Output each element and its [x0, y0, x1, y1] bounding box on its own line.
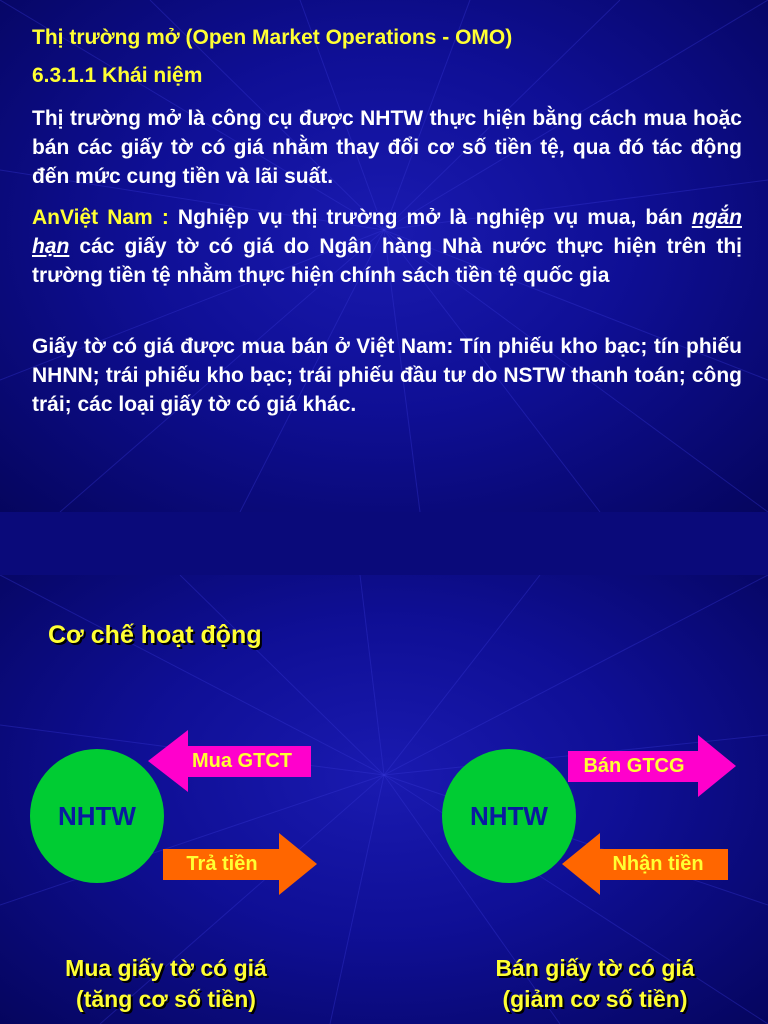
- section-heading: 6.3.1.1 Khái niệm: [32, 64, 203, 87]
- central-bank-circle-left: NHTW: [30, 749, 164, 883]
- definition-paragraph: Thị trường mở là công cụ được NHTW thực hiện bằng cách mua hoặc bán các giấy tờ có giá nhằm thay đổi cơ số tiền tệ, qua đó tác động đến mức cung tiền và lãi suất.: [32, 107, 742, 188]
- label-pay-money: Trả tiền: [186, 853, 258, 875]
- slide-title: Thị trường mở (Open Market Operations - OMO): [32, 26, 513, 49]
- caption-sell: [445, 953, 745, 1015]
- vietnam-text-b: các giấy tờ có giá do Ngân hàng Nhà nước thực hiện trên thị trường tiền tệ nhằm thực hiện chính sách tiền tệ quốc gia: [32, 235, 742, 287]
- label-receive-money: Nhận tiền: [612, 853, 704, 875]
- vietnam-label: AnViệt Nam :: [32, 206, 178, 229]
- securities-paragraph: Giấy tờ có giá được mua bán ở Việt Nam: Tín phiếu kho bạc; tín phiếu NHNN; trái phiếu kho bạc; trái phiếu đầu tư do NSTW thanh toán; công trái; các loại giấy tờ có giá khác.: [32, 335, 742, 416]
- caption-sell-line1: Bán giấy tờ có giá: [495, 955, 695, 981]
- caption-buy: [16, 953, 316, 1015]
- slide-separator: [0, 512, 768, 575]
- slide-mechanism: [0, 575, 768, 1024]
- caption-buy-line2: (tăng cơ số tiền): [76, 986, 256, 1012]
- vietnam-paragraph: [32, 203, 742, 290]
- vietnam-text-a: Nghiệp vụ thị trường mở là nghiệp vụ mua, bán: [177, 206, 692, 229]
- label-buy-securities: Mua GTCT: [192, 750, 292, 772]
- caption-sell-line2: (giảm cơ số tiền): [502, 986, 688, 1012]
- caption-buy-line1: Mua giấy tờ có giá: [65, 955, 267, 981]
- emphasis-short-term: ngắn hạn: [32, 206, 742, 258]
- mechanism-title: Cơ chế hoạt động: [48, 621, 262, 649]
- central-bank-circle-right: NHTW: [442, 749, 576, 883]
- label-sell-securities: Bán GTCG: [583, 755, 685, 777]
